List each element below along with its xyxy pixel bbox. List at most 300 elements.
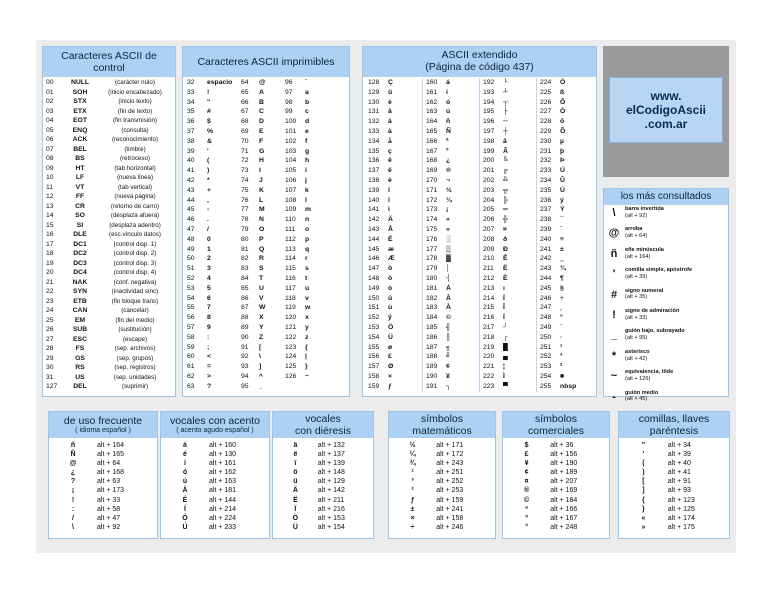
- printable-char: &: [207, 137, 212, 145]
- bottom-char: ': [642, 451, 645, 459]
- printable-char: :: [207, 333, 210, 341]
- printable-char: g: [305, 147, 310, 155]
- extended-char: ¢: [446, 363, 450, 371]
- bottom-row: [165, 523, 265, 532]
- printable-char: 0: [207, 235, 211, 243]
- extended-char: ï: [388, 186, 390, 194]
- control-desc: (control disp. 2): [113, 250, 157, 257]
- printable-row: [283, 186, 329, 196]
- printable-char: =: [207, 363, 211, 371]
- bottom-row: [507, 477, 605, 486]
- extended-row: [480, 303, 536, 313]
- extended-row: [537, 294, 596, 304]
- extended-code: 246: [540, 294, 552, 302]
- bottom-row: [165, 459, 265, 468]
- printable-char: (: [207, 157, 210, 165]
- bottom-row: [507, 496, 605, 505]
- printable-row: [239, 166, 283, 176]
- printable-char: v: [305, 294, 309, 302]
- printable-char: -: [207, 206, 210, 214]
- most-consulted-item: [604, 246, 728, 266]
- bottom-code: alt + 144: [209, 496, 237, 504]
- bottom-char: ÷: [410, 523, 415, 531]
- extended-code: 137: [368, 167, 380, 175]
- bottom-code: alt + 63: [97, 478, 121, 486]
- bottom-row: [53, 450, 153, 459]
- extended-char: ▀: [503, 382, 508, 390]
- control-row: [43, 354, 175, 364]
- bottom-code: alt + 248: [550, 523, 578, 531]
- bottom-code: alt + 125: [667, 505, 695, 513]
- extended-char: µ: [560, 137, 564, 145]
- extended-code: 201: [483, 167, 495, 175]
- extended-code: 245: [540, 284, 552, 292]
- extended-code: 177: [426, 245, 438, 253]
- printable-code: 112: [285, 235, 296, 243]
- control-code: 06: [46, 136, 54, 143]
- extended-char: å: [388, 137, 392, 145]
- control-panel: [42, 46, 176, 397]
- printable-row: [239, 235, 283, 245]
- extended-row: [423, 78, 479, 88]
- extended-char: ▓: [446, 255, 451, 263]
- control-desc: (nueva línea): [116, 174, 154, 181]
- extended-char: ì: [388, 206, 390, 214]
- printable-row: [239, 362, 283, 372]
- printable-code: 51: [187, 265, 195, 273]
- control-row: [43, 183, 175, 193]
- extended-char: Õ: [560, 127, 566, 135]
- bottom-code: alt + 190: [550, 460, 578, 468]
- control-desc: (control disp. 3): [113, 259, 157, 267]
- extended-code: 148: [368, 274, 380, 282]
- bottom-code: alt + 34: [667, 442, 691, 449]
- extended-code: 143: [368, 225, 380, 233]
- printable-row: [283, 196, 329, 206]
- extended-row: [423, 235, 479, 245]
- extended-row: [537, 156, 596, 166]
- bottom-box-header: [503, 412, 609, 438]
- extended-code: 129: [368, 88, 380, 96]
- printable-char: @: [259, 79, 266, 86]
- control-code: 16: [46, 231, 54, 238]
- extended-code: 191: [426, 382, 438, 390]
- bottom-char: ƒ: [410, 496, 415, 504]
- control-row: [43, 230, 175, 240]
- extended-code: 200: [483, 157, 495, 165]
- printable-code: 102: [285, 137, 297, 145]
- printable-code: 119: [285, 304, 296, 312]
- most-consulted-text: [621, 267, 692, 281]
- most-consulted-item: [604, 348, 728, 368]
- extended-code: 172: [426, 196, 438, 204]
- extended-row: [480, 196, 536, 206]
- extended-row: [423, 343, 479, 353]
- printable-row: [239, 88, 283, 98]
- extended-row: [537, 254, 596, 264]
- extended-char: ¿: [446, 157, 451, 165]
- control-abbr: DC1: [73, 240, 87, 248]
- printable-char: X: [259, 314, 264, 322]
- control-abbr: NAK: [72, 278, 88, 286]
- control-code: 11: [46, 183, 54, 191]
- extended-char: ÷: [560, 294, 564, 302]
- printable-code: 89: [241, 323, 249, 331]
- printable-code: 38: [187, 137, 195, 145]
- printable-row: [283, 343, 329, 353]
- bottom-char: ]: [642, 487, 645, 495]
- extended-char: Ñ: [446, 127, 451, 135]
- control-row: [43, 202, 175, 212]
- bottom-char: Ñ: [70, 451, 76, 459]
- control-abbr: DC2: [73, 250, 87, 257]
- printable-code: 98: [285, 98, 293, 106]
- extended-char: ─: [503, 118, 508, 126]
- printable-code: 104: [285, 157, 297, 165]
- bottom-char: \: [72, 523, 74, 531]
- most-consulted-symbol: #: [610, 288, 618, 301]
- bottom-char: Ï: [294, 505, 297, 513]
- printable-title: Caracteres ASCII imprimibles: [183, 47, 349, 77]
- extended-char: ═: [503, 206, 508, 214]
- control-title: Caracteres ASCII de control: [43, 47, 175, 77]
- printable-code: 90: [241, 333, 249, 341]
- extended-code: 235: [540, 186, 552, 194]
- bottom-code: alt + 33: [97, 496, 121, 504]
- extended-char: ╗: [446, 343, 451, 351]
- bottom-code: alt + 156: [550, 451, 578, 459]
- most-consulted-text: [621, 328, 685, 342]
- bottom-char: !: [71, 496, 75, 504]
- control-row: [43, 211, 175, 221]
- printable-row: [185, 343, 239, 353]
- extended-char: ╔: [503, 167, 508, 175]
- printable-row: [185, 274, 239, 284]
- extended-code: 227: [540, 108, 552, 116]
- printable-row: [185, 78, 239, 88]
- bottom-row: [53, 514, 153, 523]
- printable-code: 67: [241, 108, 249, 116]
- control-row: [43, 278, 175, 288]
- extended-header: [363, 47, 596, 77]
- extended-code: 223: [483, 382, 495, 390]
- printable-char: |: [305, 353, 307, 361]
- extended-row: [537, 205, 596, 215]
- printable-char: V: [259, 294, 264, 302]
- most-consulted-name: asterisco: [625, 348, 650, 355]
- printable-char: z: [305, 333, 309, 341]
- control-desc: (inactividad sínc): [111, 288, 159, 295]
- printable-row: [283, 137, 329, 147]
- most-consulted-item: [604, 389, 728, 409]
- printable-char: %: [207, 127, 214, 135]
- printable-code: 73: [241, 167, 249, 175]
- extended-code: 214: [483, 294, 495, 302]
- extended-code: 237: [540, 206, 552, 214]
- control-abbr: BEL: [73, 145, 87, 153]
- bottom-box-list: [619, 438, 729, 535]
- control-abbr: DC4: [73, 269, 87, 276]
- ascii-sheet: [36, 40, 736, 553]
- printable-char: ~: [305, 372, 309, 380]
- control-desc: (sep. unidades): [113, 373, 157, 381]
- printable-row: [239, 323, 283, 333]
- extended-row: [365, 254, 422, 264]
- extended-row: [423, 333, 479, 343]
- extended-row: [480, 176, 536, 186]
- extended-row: [537, 147, 596, 157]
- site-logo[interactable]: [609, 77, 723, 143]
- extended-row: [480, 323, 536, 333]
- extended-code: 254: [540, 372, 552, 380]
- extended-char: Ô: [560, 98, 566, 106]
- printable-code: 87: [241, 304, 249, 312]
- control-abbr: CR: [75, 202, 85, 210]
- control-row: [43, 97, 175, 107]
- printable-code: 113: [285, 245, 296, 253]
- bottom-row: [165, 486, 265, 495]
- bottom-box-title: comillas, llaves: [638, 412, 710, 425]
- printable-code: 85: [241, 284, 249, 292]
- bottom-char: ü: [293, 478, 298, 486]
- extended-char: ô: [388, 265, 393, 273]
- control-code: 05: [46, 126, 54, 134]
- bottom-char: ½: [409, 442, 416, 449]
- bottom-char: ±: [410, 505, 415, 513]
- bottom-code: alt + 224: [209, 514, 237, 522]
- bottom-row: [623, 459, 725, 468]
- printable-code: 114: [285, 255, 296, 263]
- extended-row: [423, 205, 479, 215]
- control-code: 04: [46, 117, 54, 124]
- printable-row: [283, 303, 329, 313]
- bottom-char: Ö: [292, 514, 299, 522]
- printable-char: ^: [259, 372, 263, 380]
- control-code: 26: [46, 326, 54, 333]
- extended-code: 249: [540, 323, 552, 331]
- extended-code: 217: [483, 323, 495, 331]
- control-desc: (carácter nulo): [115, 79, 155, 86]
- extended-code: 169: [426, 167, 438, 175]
- extended-char: ½: [446, 186, 452, 194]
- control-abbr: STX: [73, 98, 87, 105]
- printable-code: 93: [241, 363, 249, 371]
- control-abbr: SI: [76, 221, 84, 229]
- extended-code: 167: [426, 147, 438, 155]
- extended-code: 196: [483, 118, 495, 126]
- extended-row: [365, 362, 422, 372]
- printable-char: Y: [259, 323, 264, 331]
- bottom-char: Ä: [292, 487, 298, 495]
- extended-char: ¨: [560, 323, 563, 331]
- extended-code: 165: [426, 127, 438, 135]
- control-row: [43, 173, 175, 183]
- extended-char: ³: [560, 353, 563, 361]
- extended-char: ├: [503, 108, 508, 116]
- printable-column: [283, 78, 329, 392]
- extended-char: ´: [560, 225, 563, 233]
- extended-code: 187: [426, 343, 438, 351]
- bottom-box-subtitle: comerciales: [527, 424, 585, 437]
- bottom-row: [623, 514, 725, 523]
- control-row: [43, 325, 175, 335]
- bottom-box-header: [161, 412, 269, 438]
- control-row: [43, 240, 175, 250]
- extended-char: °: [560, 314, 563, 322]
- printable-char: N: [259, 216, 264, 224]
- bottom-code: alt + 93: [667, 487, 691, 495]
- extended-code: 219: [483, 343, 495, 351]
- bottom-row: [623, 486, 725, 495]
- printable-row: [283, 127, 329, 137]
- extended-row: [423, 196, 479, 206]
- extended-char: ý: [560, 196, 564, 204]
- extended-row: [423, 147, 479, 157]
- most-consulted-text: [621, 308, 679, 322]
- control-code: 28: [46, 345, 54, 352]
- printable-char: ;: [207, 343, 210, 351]
- extended-code: 253: [540, 363, 552, 371]
- control-code: 127: [46, 383, 58, 390]
- extended-row: [537, 372, 596, 382]
- extended-code: 240: [540, 235, 552, 243]
- printable-panel: [182, 46, 350, 397]
- extended-code: 159: [368, 382, 380, 390]
- extended-code: 213: [483, 284, 495, 292]
- extended-code: 182: [426, 294, 438, 302]
- extended-char: ¸: [560, 304, 563, 312]
- extended-code: 138: [368, 176, 380, 184]
- extended-char: Æ: [388, 255, 395, 263]
- extended-char: ┬: [503, 98, 508, 106]
- printable-code: 117: [285, 284, 296, 292]
- bottom-row: [53, 496, 153, 505]
- bottom-char: }: [642, 505, 645, 513]
- printable-code: 58: [187, 333, 195, 341]
- extended-char: À: [446, 304, 451, 312]
- extended-code: 231: [540, 147, 552, 155]
- control-desc: (tab vertical): [117, 183, 153, 191]
- printable-row: [185, 362, 239, 372]
- bottom-row: [393, 468, 491, 477]
- most-consulted-name: arroba: [625, 226, 643, 233]
- extended-row: [365, 78, 422, 88]
- extended-code: 180: [426, 274, 438, 282]
- printable-char: i: [305, 167, 307, 175]
- printable-code: 65: [241, 88, 249, 96]
- printable-code: 43: [187, 186, 195, 194]
- bottom-box-subtitle: con diéresis: [294, 424, 352, 437]
- extended-code: 221: [483, 363, 495, 371]
- bottom-char: @: [69, 460, 77, 468]
- control-abbr: CAN: [72, 307, 88, 314]
- control-code: 09: [46, 164, 54, 172]
- printable-char: Z: [259, 333, 264, 341]
- extended-row: [423, 245, 479, 255]
- extended-char: ▄: [503, 353, 508, 361]
- extended-row: [365, 264, 422, 274]
- printable-code: 72: [241, 157, 249, 165]
- extended-code: 207: [483, 225, 495, 233]
- extended-code: 186: [426, 333, 438, 341]
- printable-char: {: [305, 343, 308, 351]
- extended-code: 244: [540, 274, 552, 282]
- most-consulted-text: [621, 226, 647, 240]
- most-consulted-symbol: !: [612, 308, 616, 321]
- bottom-row: [53, 459, 153, 468]
- control-desc: (retorno de carro): [110, 202, 160, 210]
- bottom-row: [277, 496, 369, 505]
- extended-code: 154: [368, 333, 380, 341]
- bottom-box-header: [619, 412, 729, 438]
- extended-char: ç: [388, 147, 392, 155]
- bottom-row: [165, 441, 265, 450]
- printable-row: [239, 117, 283, 127]
- most-consulted-text: [621, 349, 650, 363]
- extended-row: [365, 137, 422, 147]
- control-abbr: EOT: [73, 117, 87, 124]
- control-desc: (escape): [122, 335, 148, 343]
- extended-char: ·: [560, 333, 563, 341]
- bottom-code: alt + 171: [436, 442, 464, 449]
- printable-table: [183, 77, 349, 393]
- printable-row: [283, 313, 329, 323]
- extended-code: 251: [540, 343, 552, 351]
- extended-code: 140: [368, 196, 380, 204]
- bottom-code: alt + 172: [436, 451, 464, 459]
- extended-code: 160: [426, 79, 438, 86]
- extended-char: ÿ: [388, 314, 392, 322]
- extended-char: ┼: [503, 127, 508, 135]
- bottom-box: [272, 411, 374, 539]
- printable-char: o: [305, 225, 310, 233]
- extended-char: û: [388, 294, 393, 302]
- printable-char: u: [305, 284, 310, 292]
- printable-char: J: [259, 176, 263, 184]
- extended-column: [422, 78, 479, 392]
- control-code: 18: [46, 250, 54, 257]
- control-abbr: ETB: [73, 297, 87, 305]
- printable-char: a: [305, 88, 309, 96]
- extended-row: [480, 117, 536, 127]
- control-table: [43, 77, 175, 393]
- printable-row: [239, 313, 283, 323]
- printable-row: [239, 176, 283, 186]
- extended-char: Ï: [503, 314, 505, 322]
- extended-char: Î: [503, 304, 505, 312]
- most-consulted-text: [621, 247, 664, 261]
- bottom-code: alt + 165: [97, 451, 125, 459]
- extended-row: [423, 264, 479, 274]
- extended-row: [537, 235, 596, 245]
- printable-row: [239, 245, 283, 255]
- printable-code: 36: [187, 118, 195, 126]
- extended-row: [537, 98, 596, 108]
- printable-code: 123: [285, 343, 297, 351]
- extended-row: [537, 196, 596, 206]
- printable-row: [283, 284, 329, 294]
- printable-code: 92: [241, 353, 249, 361]
- extended-row: [423, 303, 479, 313]
- most-consulted-symbol: _: [610, 329, 618, 342]
- printable-row: [185, 147, 239, 157]
- extended-row: [537, 274, 596, 284]
- bottom-code: alt + 153: [317, 514, 345, 522]
- extended-row: [537, 215, 596, 225]
- printable-char: P: [259, 235, 264, 243]
- printable-code: 42: [187, 176, 195, 184]
- bottom-box-subtitle: ( acento agudo español ): [176, 426, 254, 434]
